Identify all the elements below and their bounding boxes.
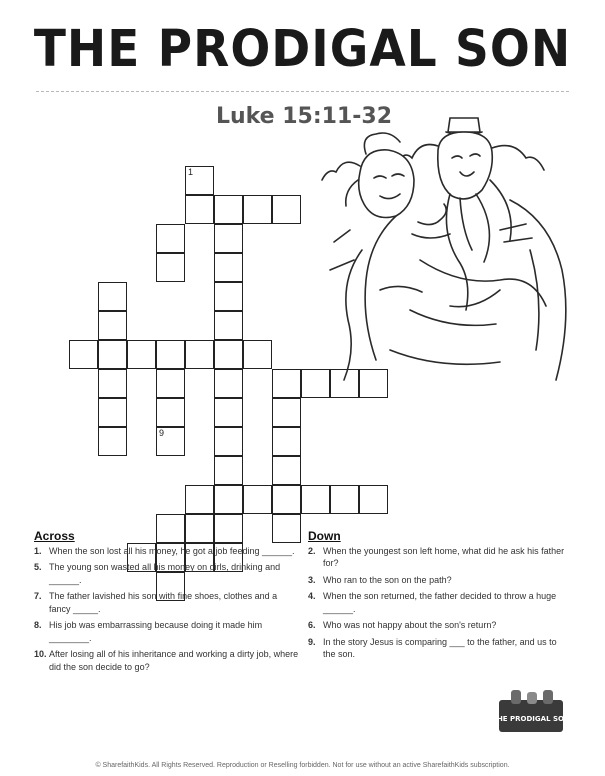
clue-number: 1 — [188, 167, 194, 177]
crossword-cell[interactable] — [185, 485, 214, 514]
crossword-cell[interactable] — [156, 427, 185, 456]
copyright-footer: © SharefaithKids. All Rights Reserved. Reproduction or Reselling forbidden. Not for use without an active SharefaithKids subscription. — [95, 762, 510, 769]
clue-number-label: 8. — [34, 620, 42, 630]
crossword-cell[interactable] — [272, 456, 301, 485]
across-clue — [34, 590, 300, 615]
crossword-cell[interactable] — [214, 398, 243, 427]
crossword-cell[interactable] — [214, 311, 243, 340]
crossword-cell[interactable] — [156, 398, 185, 427]
crossword-cell[interactable] — [156, 253, 185, 282]
crossword-cell[interactable] — [330, 485, 359, 514]
clue-text: His job was embarrassing because doing it made him ________. — [49, 620, 263, 643]
down-heading: Down — [308, 529, 341, 543]
badge-label: THE PRODIGAL SON — [492, 715, 570, 723]
prodigal-son-logo-badge — [492, 690, 570, 736]
clue-text: When the son lost all his money, he got a job feeding ______. — [49, 545, 295, 556]
crossword-cell[interactable] — [185, 166, 214, 195]
across-clue — [34, 619, 300, 644]
page-title: THE PRODIGAL SON — [33, 19, 572, 80]
father-embracing-son-illustration — [300, 110, 600, 410]
crossword-cell[interactable] — [98, 398, 127, 427]
crossword-cell[interactable] — [156, 340, 185, 369]
across-clue — [34, 561, 300, 586]
crossword-cell[interactable] — [214, 253, 243, 282]
crossword-cell[interactable] — [243, 195, 272, 224]
clue-text: When the son returned, the father decided to throw a huge ______. — [323, 591, 557, 614]
crossword-cell[interactable] — [98, 282, 127, 311]
down-clue — [308, 590, 570, 615]
clue-number-label: 9. — [308, 636, 316, 647]
crossword-cell[interactable] — [243, 485, 272, 514]
down-clue — [308, 574, 570, 587]
clue-number-label: 6. — [308, 620, 316, 630]
crossword-cell[interactable] — [272, 485, 301, 514]
crossword-cell[interactable] — [156, 369, 185, 398]
down-clue — [308, 619, 570, 632]
crossword-cell[interactable] — [214, 427, 243, 456]
clue-text: The father lavished his son with fine shoes, clothes and a fancy _____. — [49, 591, 278, 614]
clue-number-label: 5. — [34, 562, 42, 572]
crossword-cell[interactable] — [214, 224, 243, 253]
crossword-cell[interactable] — [272, 195, 301, 224]
down-clue — [308, 636, 570, 661]
down-clues — [308, 530, 570, 665]
clue-text: When the youngest son left home, what did he ask his father for? — [323, 545, 565, 568]
crossword-cell[interactable] — [214, 195, 243, 224]
clue-text: After losing all of his inheritance and working a dirty job, where did the son decide to go? — [49, 649, 299, 672]
clue-number-label: 7. — [34, 591, 42, 601]
across-clues — [34, 530, 300, 677]
crossword-cell[interactable] — [243, 340, 272, 369]
across-clue — [34, 545, 300, 558]
clue-number-label: 2. — [308, 545, 316, 556]
crossword-cell[interactable] — [185, 340, 214, 369]
clue-number-label: 10. — [34, 649, 47, 659]
clue-number-label: 4. — [308, 591, 316, 601]
clue-number: 9 — [159, 428, 165, 438]
crossword-cell[interactable] — [98, 427, 127, 456]
crossword-cell[interactable] — [272, 427, 301, 456]
across-clue — [34, 648, 300, 673]
scripture-reference: Luke 15:11-32 — [215, 104, 393, 129]
crossword-cell[interactable] — [98, 340, 127, 369]
across-heading: Across — [34, 529, 75, 543]
clue-number-label: 1. — [34, 545, 42, 556]
crossword-cell[interactable] — [214, 369, 243, 398]
crossword-cell[interactable] — [214, 456, 243, 485]
crossword-cell[interactable] — [214, 282, 243, 311]
crossword-cell[interactable] — [127, 340, 156, 369]
crossword-cell[interactable] — [69, 340, 98, 369]
crossword-cell[interactable] — [359, 485, 388, 514]
crossword-cell[interactable] — [272, 369, 301, 398]
crossword-cell[interactable] — [272, 398, 301, 427]
clue-number-label: 3. — [308, 574, 316, 585]
crossword-cell[interactable] — [301, 485, 330, 514]
crossword-cell[interactable] — [214, 340, 243, 369]
clue-text: The young son wasted all his money on girls, drinking and ______. — [49, 562, 281, 585]
crossword-cell[interactable] — [214, 485, 243, 514]
crossword-cell[interactable] — [156, 224, 185, 253]
down-clue — [308, 545, 570, 570]
crossword-cell[interactable] — [98, 311, 127, 340]
crossword-cell[interactable] — [98, 369, 127, 398]
clue-text: In the story Jesus is comparing ___ to the father, and us to the son. — [323, 636, 557, 659]
clue-text: Who ran to the son on the path? — [323, 574, 452, 585]
crossword-cell[interactable] — [185, 195, 214, 224]
clue-text: Who was not happy about the son's return? — [323, 620, 497, 630]
